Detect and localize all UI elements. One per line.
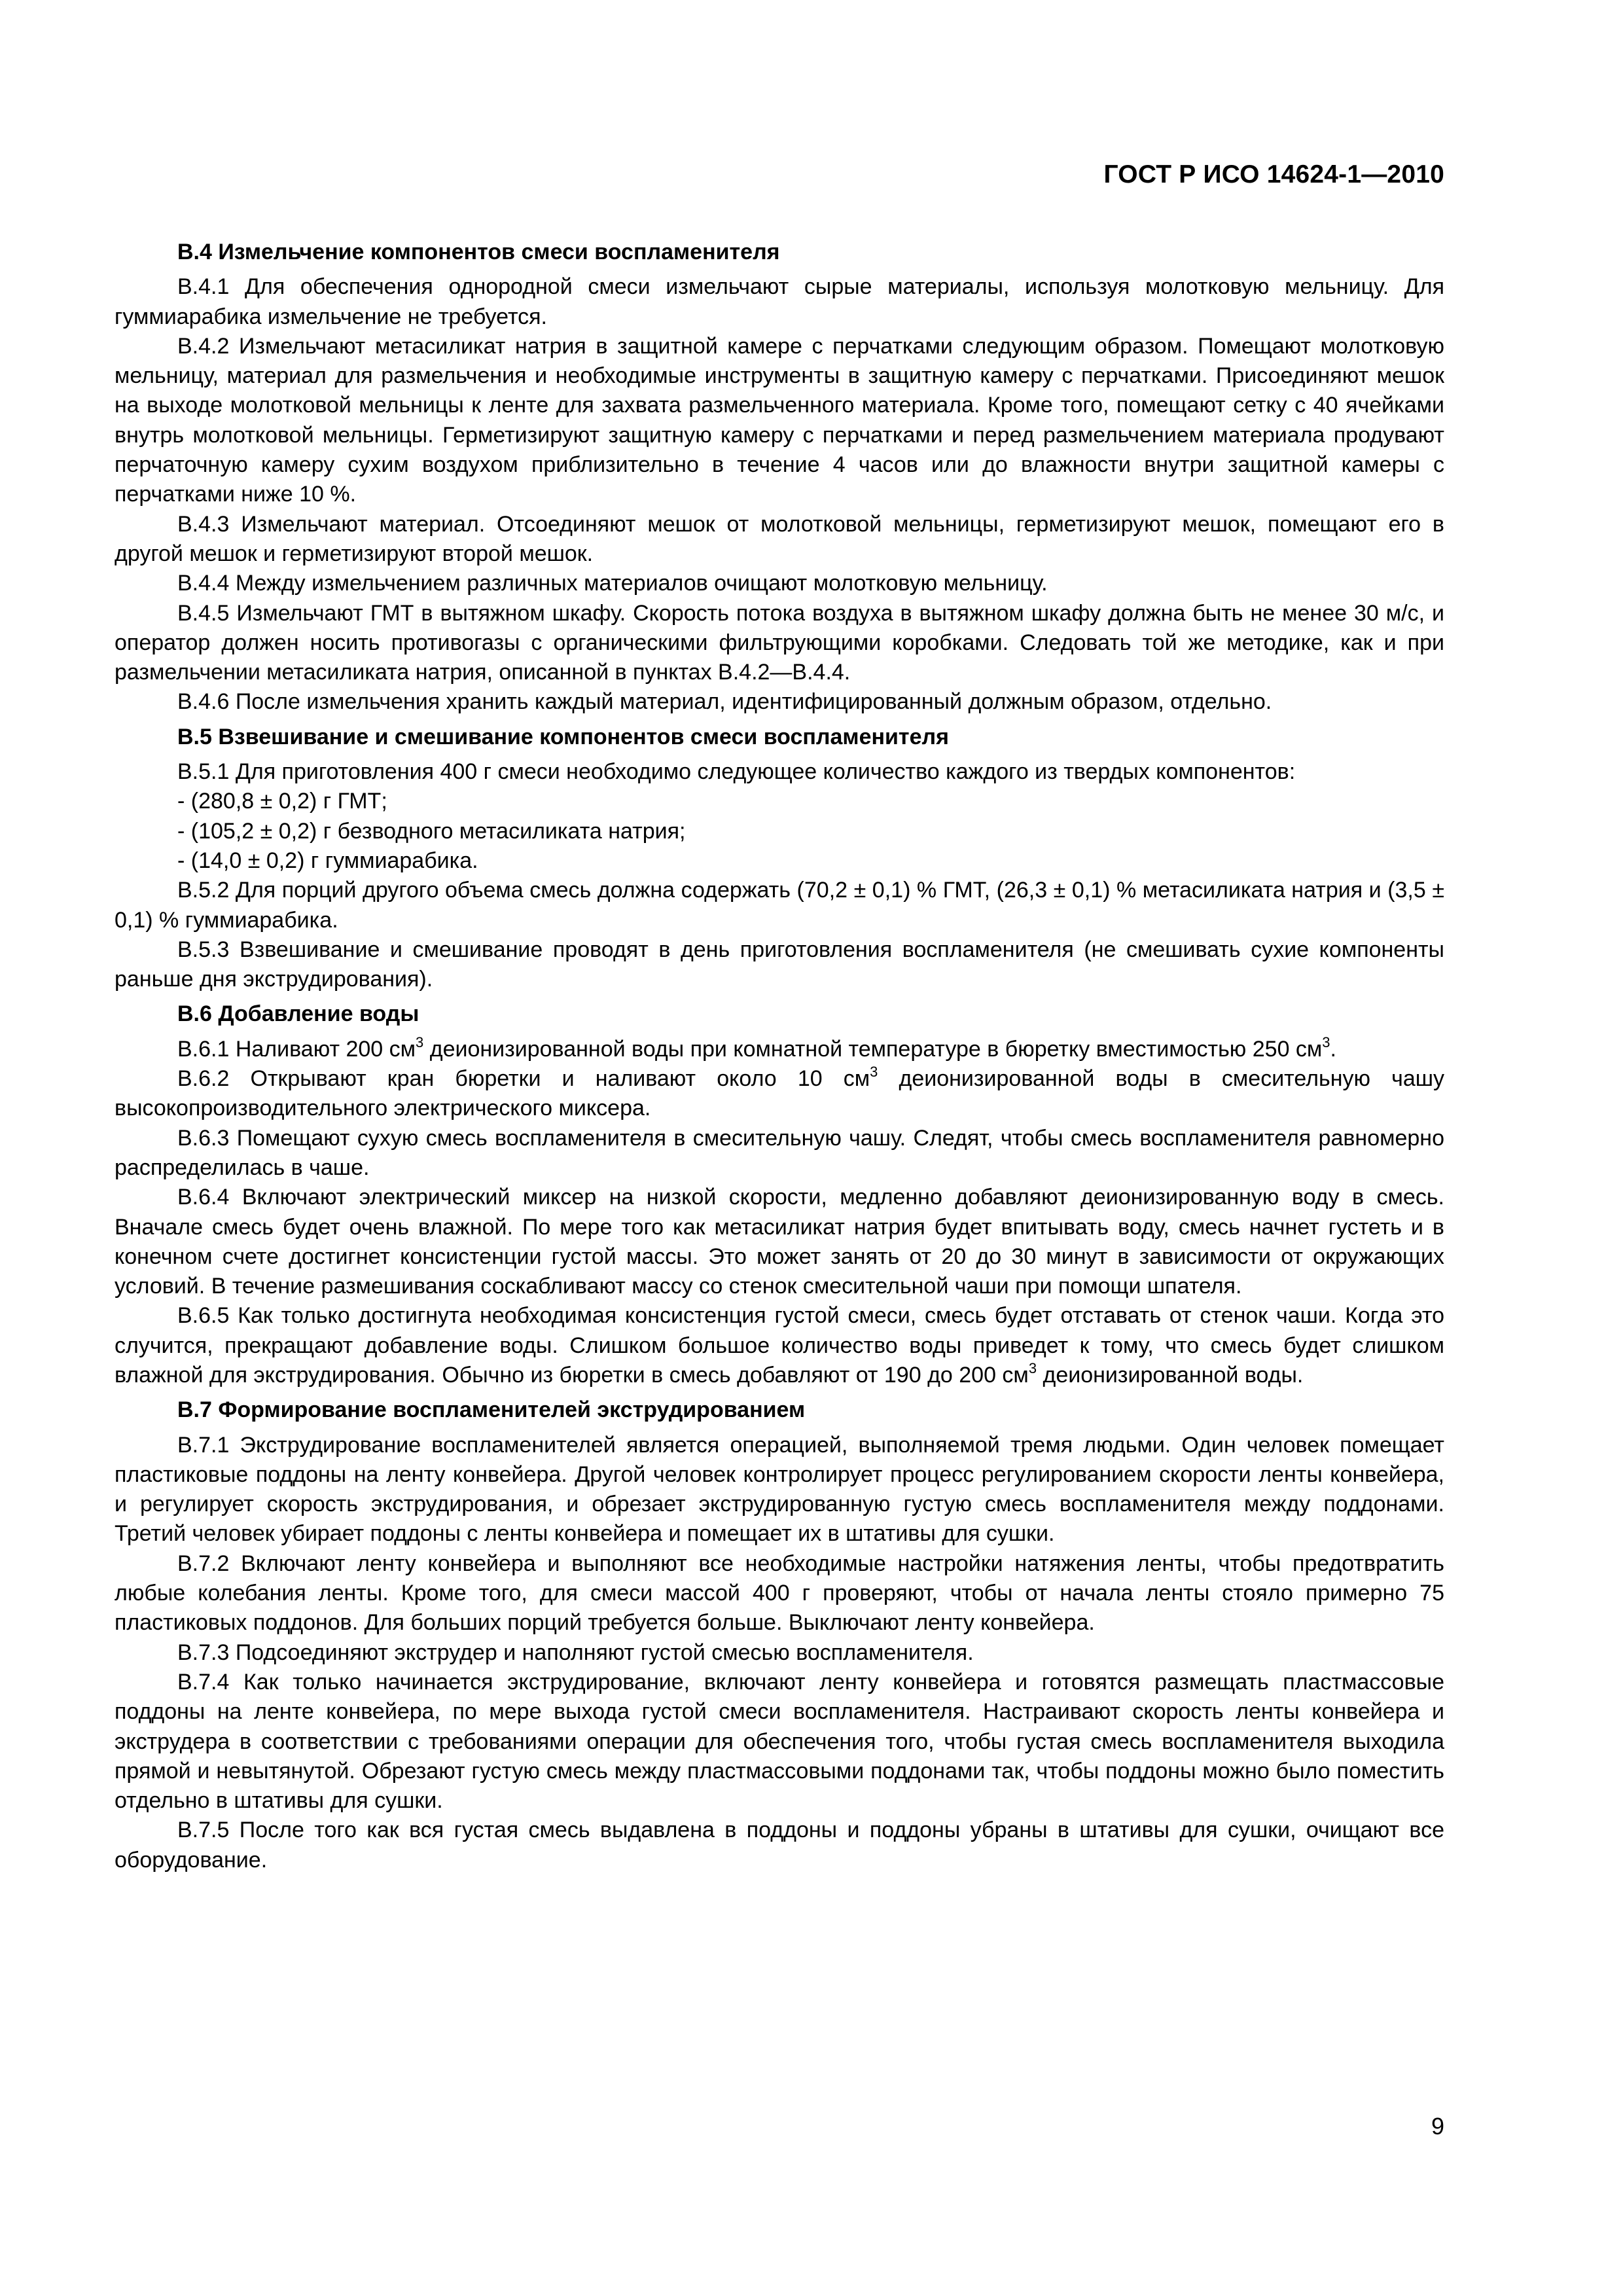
- paragraph-b4-1: В.4.1 Для обеспечения однородной смеси измельчают сырые материалы, используя молотковую мельницу. Для гуммиарабика измельчение не требуется.: [115, 274, 1444, 329]
- paragraph-b4-6: В.4.6 После измельчения хранить каждый материал, идентифицированный должным образом, отдельно.: [177, 689, 1272, 715]
- paragraph-b6-3: В.6.3 Помещают сухую смесь воспламенителя в смесительную чашу. Следят, чтобы смесь воспламенителя равномерно распределилась в чаше.: [115, 1125, 1444, 1180]
- paragraph-b7-5: В.7.5 После того как вся густая смесь выдавлена в поддоны и поддоны убраны в штативы для сушки, очищают все оборудование.: [115, 1818, 1444, 1873]
- section-title-b4: В.4 Измельчение компонентов смеси воспламенителя: [177, 240, 780, 264]
- page-number: 9: [1431, 2113, 1444, 2140]
- document-code-header: ГОСТ Р ИСО 14624-1—2010: [1103, 160, 1444, 188]
- paragraph-b6-1-part-c: .: [1330, 1036, 1336, 1062]
- paragraph-b7-3: В.7.3 Подсоединяют экструдер и наполняют густой смесью воспламенителя.: [177, 1640, 974, 1665]
- paragraph-b6-1-part-a: В.6.1 Наливают 200 см: [177, 1036, 416, 1062]
- paragraph-b6-1-part-b: деионизированной воды при комнатной температуре в бюретку вместимостью 250 см: [423, 1036, 1323, 1062]
- paragraph-b5-3: В.5.3 Взвешивание и смешивание проводят в день приготовления воспламенителя (не смешивать сухие компоненты раньше дня экструдирования).: [115, 937, 1444, 992]
- superscript-3: 3: [870, 1064, 878, 1081]
- paragraph-b7-2: В.7.2 Включают ленту конвейера и выполняют все необходимые настройки натяжения ленты, чтобы предотвратить любые колебания ленты. Кроме того, для смеси массой 400 г проверяют, чтобы от начала ленты стояло примерно 75 пластиковых поддонов. Для больших порций требуется больше. Выключают ленту конвейера.: [115, 1551, 1444, 1636]
- paragraph-b6-2-part-a: В.6.2 Открывают кран бюретки и наливают около 10 см: [177, 1066, 870, 1092]
- superscript-3: 3: [1028, 1359, 1037, 1376]
- paragraph-b7-1: В.7.1 Экструдирование воспламенителей является операцией, выполняемой тремя людьми. Один человек помещает пластиковые поддоны на ленту конвейера. Другой человек контролирует процесс регулированием скорости ленты конвейера, и регулирует скорость экструдирования, и обрезает экструдированную густую смесь воспламенителя между поддонами. Третий человек убирает поддоны с ленты конвейера и помещает их в штативы для сушки.: [115, 1432, 1444, 1547]
- list-item-b5-2: - (105,2 ± 0,2) г безводного метасиликата натрия;: [177, 818, 686, 844]
- section-title-b6: В.6 Добавление воды: [177, 1001, 419, 1027]
- document-body: [115, 232, 1444, 1875]
- paragraph-b6-2-part-b: деионизированной воды в смесительную чашу высокопроизводительного электрического миксера.: [115, 1066, 1444, 1121]
- superscript-3: 3: [416, 1033, 424, 1050]
- section-title-b5: В.5 Взвешивание и смешивание компонентов смеси воспламенителя: [177, 724, 949, 749]
- paragraph-b4-4: В.4.4 Между измельчением различных материалов очищают молотковую мельницу.: [177, 571, 1048, 596]
- list-item-b5-1: - (280,8 ± 0,2) г ГМТ;: [177, 789, 387, 814]
- section-title-b7: В.7 Формирование воспламенителей экструдированием: [177, 1397, 806, 1423]
- paragraph-b6-2: [115, 1064, 1444, 1124]
- paragraph-b5-2: В.5.2 Для порций другого объема смесь должна содержать (70,2 ± 0,1) % ГМТ, (26,3 ± 0,1) % метасиликата натрия и (3,5 ± 0,1) % гуммиарабика.: [115, 878, 1444, 933]
- paragraph-b6-5: [115, 1301, 1444, 1390]
- paragraph-b6-4: В.6.4 Включают электрический миксер на низкой скорости, медленно добавляют деионизированную воду в смесь. Вначале смесь будет очень влажной. По мере того как метасиликат натрия будет впитывать воду, смесь начнет густеть и в конечном счете достигнет консистенции густой массы. Это может занять от 20 до 30 минут в зависимости от окружающих условий. В течение размешивания соскабливают массу со стенок смесительной чаши при помощи шпателя.: [115, 1185, 1444, 1299]
- list-item-b5-3: - (14,0 ± 0,2) г гуммиарабика.: [177, 848, 478, 873]
- paragraph-b6-1: [115, 1035, 1444, 1064]
- paragraph-b6-5-part-a: В.6.5 Как только достигнута необходимая консистенция густой смеси, смесь будет отставать от стенок чаши. Когда это случится, прекращают добавление воды. Слишком большое количество воды приведет к тому, что смесь будет слишком влажной для экструдирования. Обычно из бюретки в смесь добавляют от 190 до 200 см: [115, 1303, 1444, 1388]
- paragraph-b6-5-part-b: деионизированной воды.: [1037, 1362, 1304, 1388]
- paragraph-b5-1: В.5.1 Для приготовления 400 г смеси необходимо следующее количество каждого из твердых компонентов:: [177, 759, 1296, 785]
- superscript-3: 3: [1322, 1033, 1330, 1050]
- paragraph-b4-5: В.4.5 Измельчают ГМТ в вытяжном шкафу. Скорость потока воздуха в вытяжном шкафу должна быть не менее 30 м/с, и оператор должен носить противогазы с органическими фильтрующими коробками. Следовать той же методике, как и при размельчении метасиликата натрия, описанной в пунктах В.4.2—В.4.4.: [115, 600, 1444, 685]
- paragraph-b7-4: В.7.4 Как только начинается экструдирование, включают ленту конвейера и готовятся размещать пластмассовые поддоны на ленте конвейера, по мере выхода густой смеси воспламенителя. Настраивают скорость ленты конвейера и экструдера в соответствии с требованиями операции для обеспечения того, чтобы густая смесь воспламенителя выходила прямой и невытянутой. Обрезают густую смесь между пластмассовыми поддонами так, чтобы поддоны можно было поместить отдельно в штативы для сушки.: [115, 1669, 1444, 1814]
- paragraph-b4-2: В.4.2 Измельчают метасиликат натрия в защитной камере с перчатками следующим образом. Помещают молотковую мельницу, материал для размельчения и необходимые инструменты в защитную камеру с перчатками. Присоединяют мешок на выходе молотковой мельницы к ленте для захвата размельченного материала. Кроме того, помещают сетку с 40 ячейками внутрь молотковой мельницы. Герметизируют защитную камеру с перчатками и перед размельчением материала продувают перчаточную камеру сухим воздухом приблизительно в течение 4 часов или до влажности внутри защитной камеры с перчатками ниже 10 %.: [115, 333, 1444, 507]
- paragraph-b4-3: В.4.3 Измельчают материал. Отсоединяют мешок от молотковой мельницы, герметизируют мешок, помещают его в другой мешок и герметизируют второй мешок.: [115, 511, 1444, 566]
